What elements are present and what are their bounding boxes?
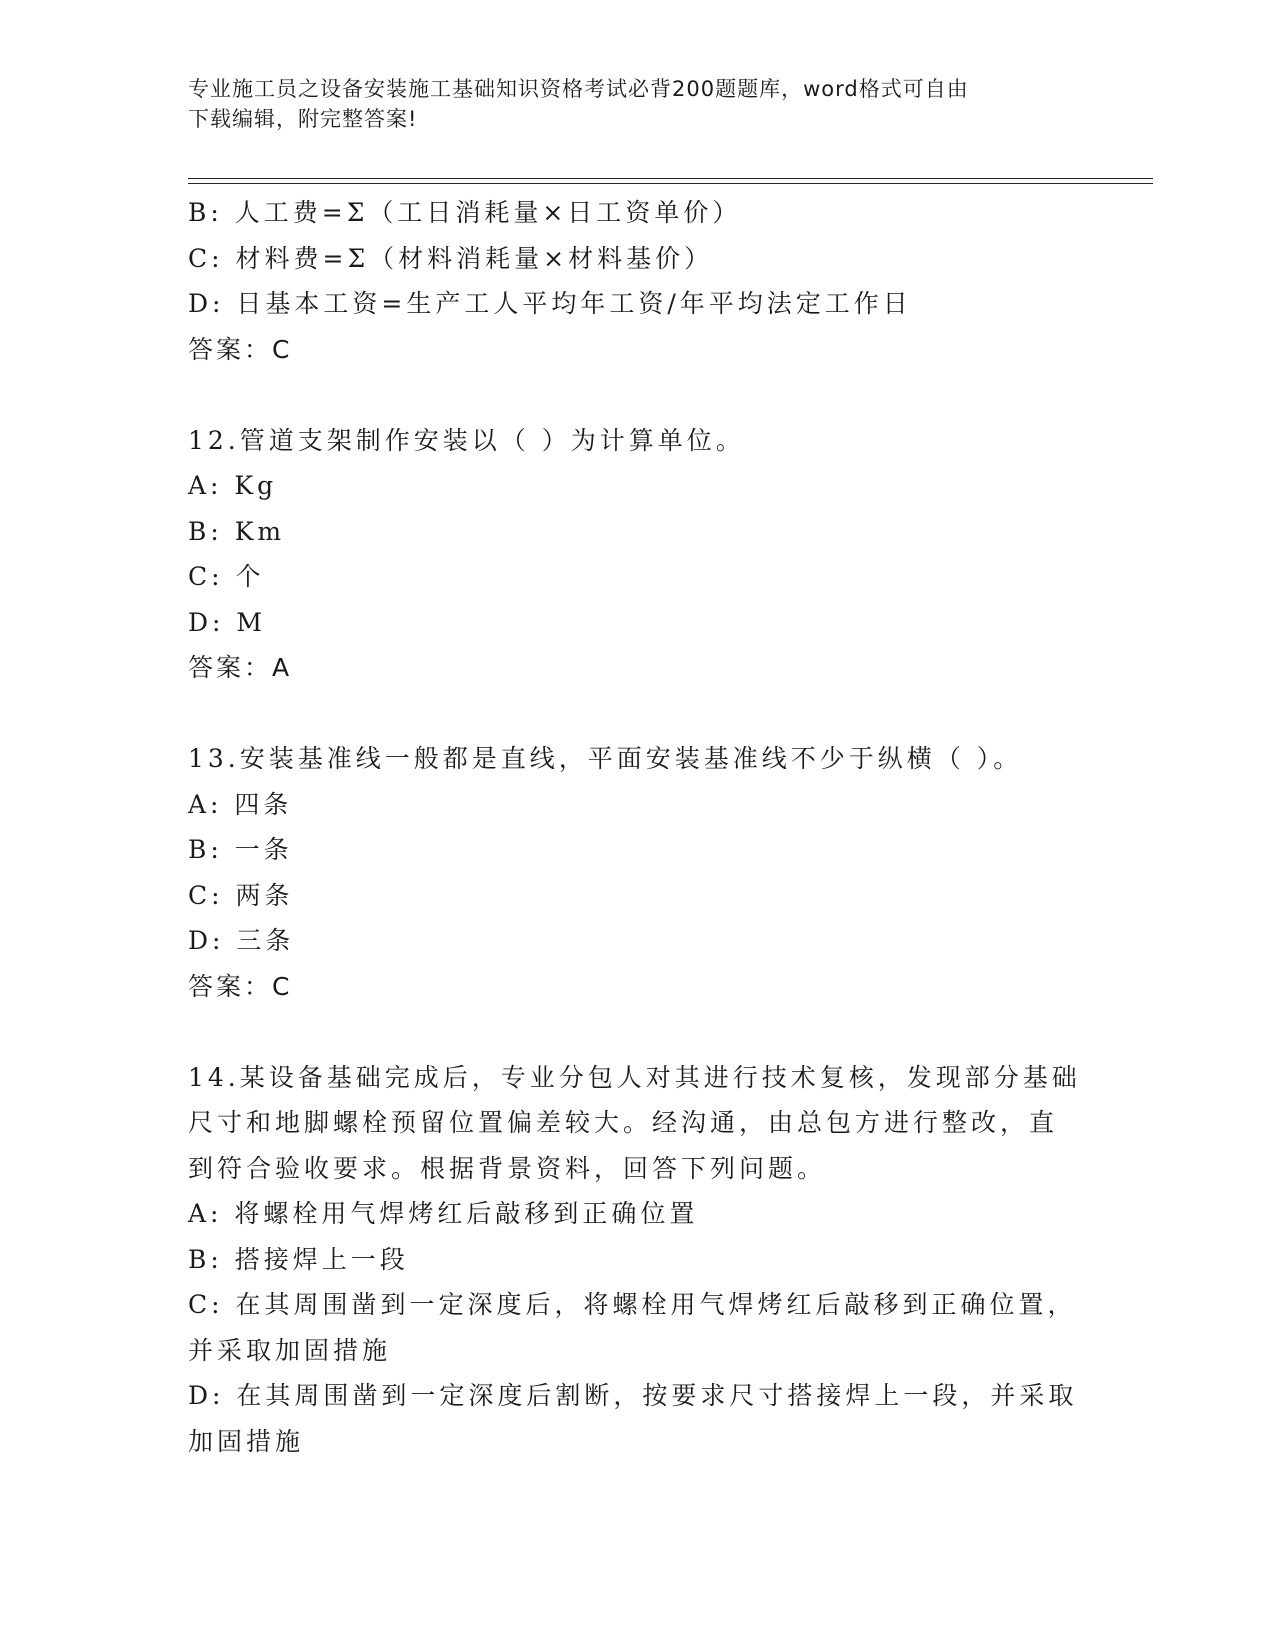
q13-option-c: C: 两条 xyxy=(188,880,294,910)
question-12 xyxy=(188,418,1088,691)
spacer xyxy=(188,691,1088,737)
q14-question-line-3: 到符合验收要求。根据背景资料，回答下列问题。 xyxy=(188,1153,827,1183)
q13-question: 13.安装基准线一般都是直线，平面安装基准线不少于纵横（ ）。 xyxy=(188,744,1023,773)
q12-option-a: A: Kg xyxy=(188,471,278,500)
question-11-tail xyxy=(188,190,1088,372)
header-divider-top xyxy=(188,178,1153,179)
q14-option-d-line-1: D: 在其周围凿到一定深度后割断，按要求尺寸搭接焊上一段，并采取 xyxy=(188,1381,1078,1410)
q13-option-a: A: 四条 xyxy=(188,789,293,819)
q14-question-line-2: 尺寸和地脚螺栓预留位置偏差较大。经沟通，由总包方进行整改，直 xyxy=(188,1108,1059,1137)
q12-answer: 答案：A xyxy=(188,653,293,682)
q12-option-d: D: M xyxy=(188,607,267,637)
q13-answer: 答案：C xyxy=(188,971,293,1001)
q13-option-d: D: 三条 xyxy=(188,926,295,955)
document-body xyxy=(188,190,1088,1464)
q12-option-b: B: Km xyxy=(188,516,286,546)
q14-question-line-1: 14.某设备基础完成后，专业分包人对其进行技术复核，发现部分基础 xyxy=(188,1062,1081,1092)
q11-answer: 答案：C xyxy=(188,334,293,364)
document-header xyxy=(188,74,1088,134)
header-title-line-1: 专业施工员之设备安装施工基础知识资格考试必背200题题库，word格式可自由 xyxy=(188,77,969,101)
q14-option-a: A: 将螺栓用气焊烤红后敲移到正确位置 xyxy=(188,1199,699,1228)
q11-option-c: C: 材料费=Σ（材料消耗量×材料基价） xyxy=(188,243,714,273)
q14-option-d-line-2: 加固措施 xyxy=(188,1426,305,1456)
q11-option-b: B: 人工费=Σ（工日消耗量×日工资单价） xyxy=(188,198,742,227)
q12-question: 12.管道支架制作安装以（ ）为计算单位。 xyxy=(188,425,745,455)
q14-option-b: B: 搭接焊上一段 xyxy=(188,1244,409,1274)
header-title-line-2: 下载编辑，附完整答案! xyxy=(188,107,418,131)
q12-option-c: C: 个 xyxy=(188,562,265,591)
question-13 xyxy=(188,736,1088,1009)
q14-option-c-line-2: 并采取加固措施 xyxy=(188,1335,392,1365)
q14-option-c-line-1: C: 在其周围凿到一定深度后，将螺栓用气焊烤红后敲移到正确位置， xyxy=(188,1290,1077,1319)
header-divider-bottom xyxy=(188,183,1153,184)
question-14 xyxy=(188,1055,1088,1465)
spacer xyxy=(188,1009,1088,1055)
q11-option-d: D: 日基本工资=生产工人平均年工资/年平均法定工作日 xyxy=(188,289,912,318)
spacer xyxy=(188,372,1088,418)
q13-option-b: B: 一条 xyxy=(188,835,293,864)
